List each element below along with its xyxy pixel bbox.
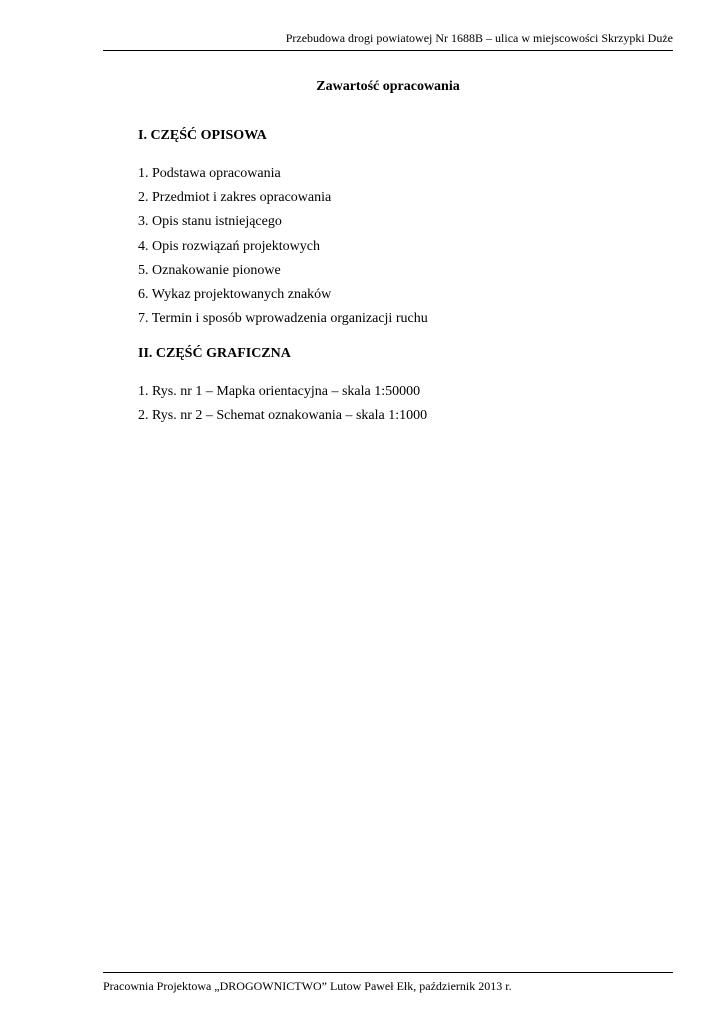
header-text: Przebudowa drogi powiatowej Nr 1688B – ulica w miejscowości Skrzypki Duże	[285, 31, 673, 45]
document-title: Zawartość opracowania	[316, 79, 460, 94]
list-item: 2. Rys. nr 2 – Schemat oznakowania – skala 1:1000	[138, 408, 428, 424]
list-item: 6. Wykaz projektowanych znaków	[138, 286, 332, 302]
footer-text: Pracownia Projektowa „DROGOWNICTWO” Lutow Paweł Ełk, październik 2013 r.	[103, 979, 512, 993]
page-footer	[103, 972, 673, 995]
list-item: 2. Przedmiot i zakres opracowania	[138, 190, 332, 206]
list-item: 1. Podstawa opracowania	[138, 166, 281, 181]
section-heading-graphic: II. CZĘŚĆ GRAFICZNA	[138, 346, 291, 361]
list-item: 1. Rys. nr 1 – Mapka orientacyjna – skala 1:50000	[138, 384, 421, 399]
page-header	[103, 30, 673, 51]
list-item: 7. Termin i sposób wprowadzenia organizacji ruchu	[138, 311, 428, 327]
list-item: 5. Oznakowanie pionowe	[138, 262, 281, 278]
section-heading-descriptive: I. CZĘŚĆ OPISOWA	[138, 128, 267, 143]
descriptive-part-list	[138, 164, 428, 333]
graphic-part-list	[138, 382, 427, 430]
list-item: 4. Opis rozwiązań projektowych	[138, 238, 320, 254]
list-item: 3. Opis stanu istniejącego	[138, 214, 282, 230]
